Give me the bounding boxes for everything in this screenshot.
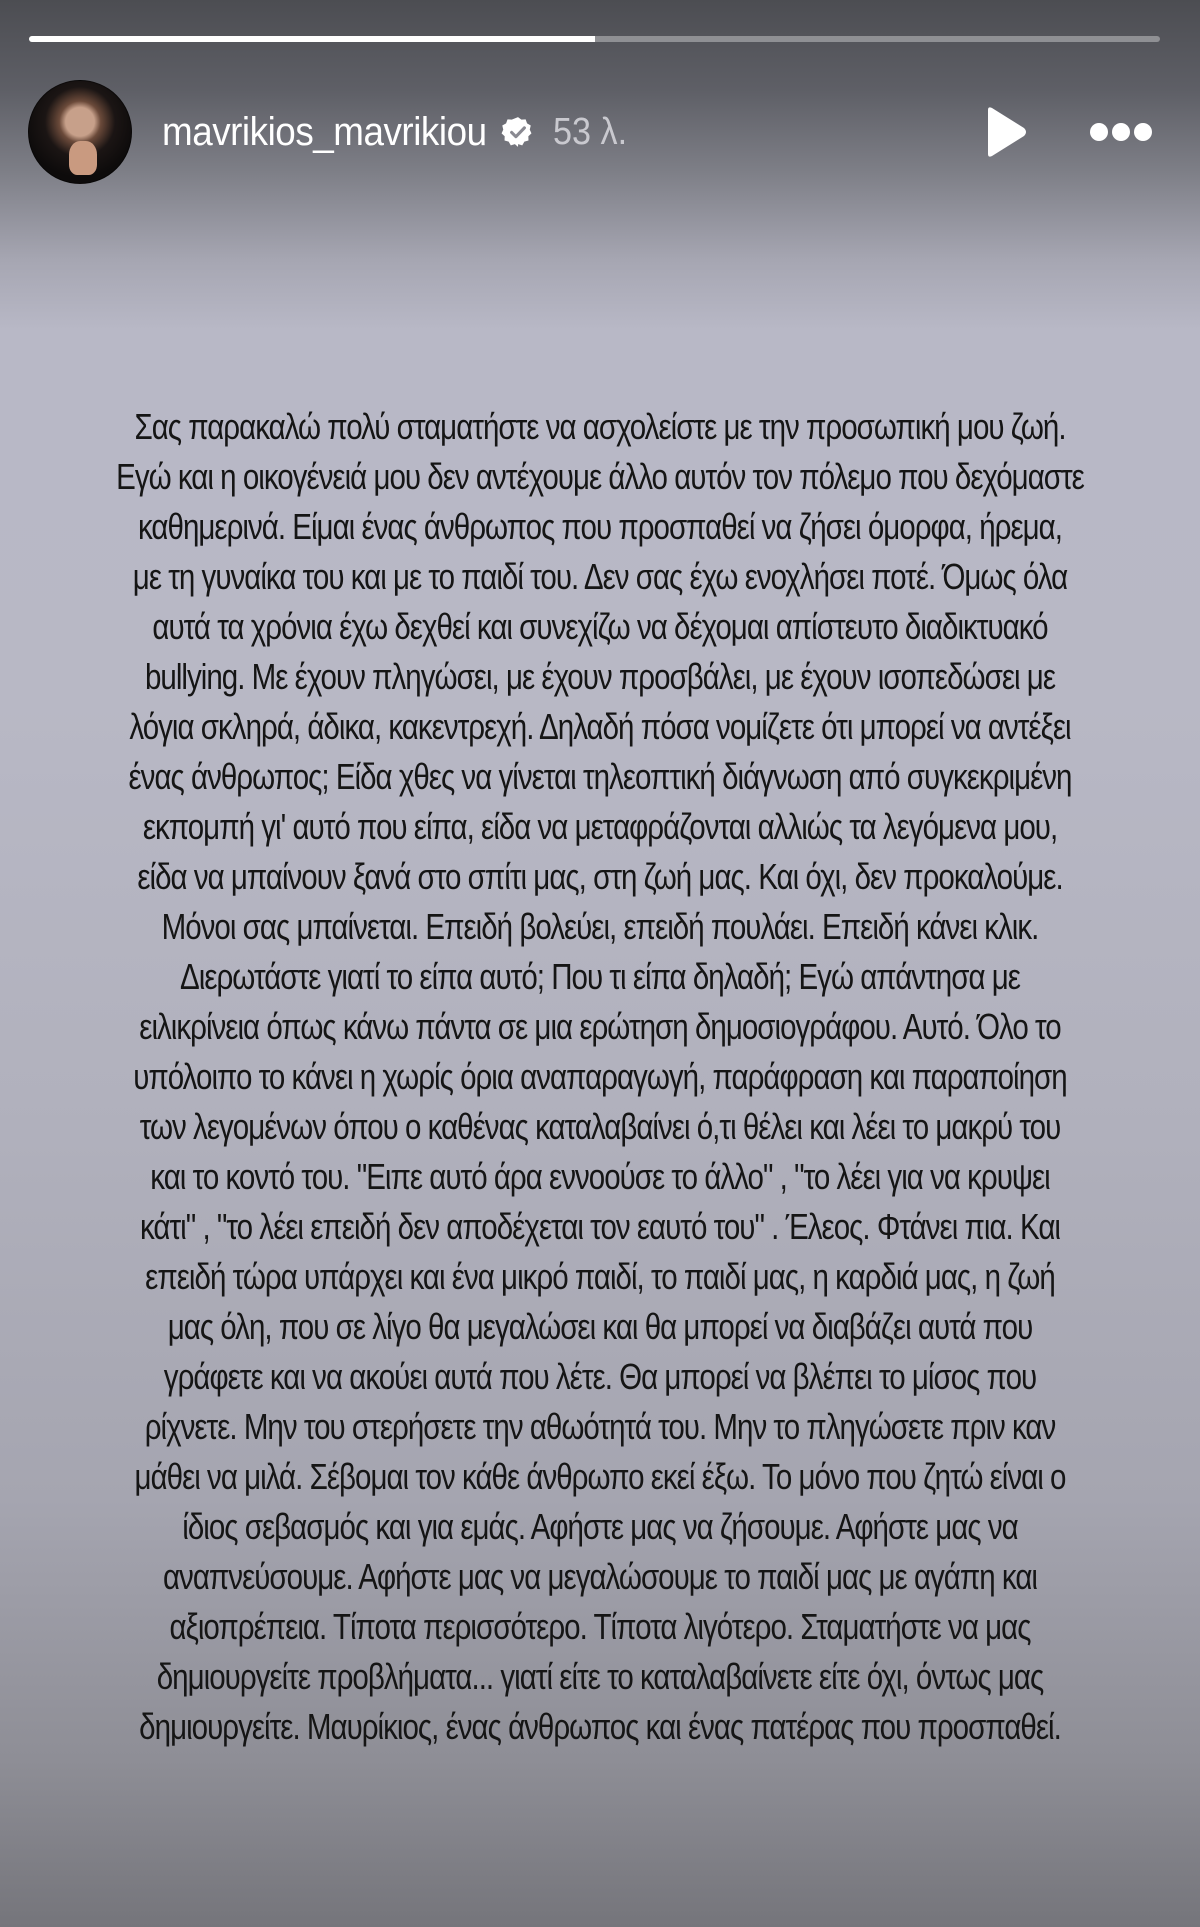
story-text-line: ένας άνθρωπος; Είδα χθες να γίνεται τηλεοπτική διάγνωση από συγκεκριμένη [128, 756, 1072, 797]
story-text-line: ρίχνετε. Μην του στερήσετε την αθωότητά του. Μην το πληγώσετε πριν καν [144, 1406, 1056, 1447]
verified-badge-icon [501, 115, 535, 149]
story-text-line: είδα να μπαίνουν ξανά στο σπίτι μας, στη ζωή μας. Και όχι, δεν προκαλούμε. [137, 856, 1063, 897]
story-text-line: εκπομπή γι' αυτό που είπα, είδα να μεταφράζονται αλλιώς τα λεγόμενα μου, [142, 806, 1058, 847]
story-text-line: μάθει να μιλά. Σέβομαι τον κάθε άνθρωπο εκεί έξω. Το μόνο που ζητώ είναι ο [134, 1456, 1066, 1497]
story-text-line: bullying. Με έχουν πληγώσει, με έχουν προσβάλει, με έχουν ισοπεδώσει με [144, 656, 1055, 697]
story-text-line: ειλικρίνεια όπως κάνω πάντα σε μια ερώτηση δημοσιογράφου. Αυτό. Όλο το [139, 1006, 1061, 1047]
story-progress-bar [29, 36, 1160, 42]
avatar-photo-detail [69, 141, 97, 175]
story-text-line: των λεγομένων όπου ο καθένας καταλαβαίνει ό,τι θέλει και λέει το μακρύ του [139, 1106, 1061, 1147]
avatar[interactable] [28, 80, 132, 184]
story-text-line: Σας παρακαλώ πολύ σταματήστε να ασχολείστε με την προσωπική μου ζωή. [134, 406, 1066, 447]
story-text-line: καθημερινά. Είμαι ένας άνθρωπος που προσπαθεί να ζήσει όμορφα, ήρεμα, [138, 506, 1062, 547]
story-text-line: κάτι" , "το λέει επειδή δεν αποδέχεται τον εαυτό του" . Έλεος. Φτάνει πια. Και [140, 1206, 1060, 1247]
story-text-line: λόγια σκληρά, άδικα, κακεντρεχή. Δηλαδή πόσα νομίζετε ότι μπορεί να αντέξει [129, 706, 1071, 747]
username-link[interactable]: mavrikios_mavrikiou [162, 109, 487, 154]
story-progress-fill [29, 36, 595, 42]
story-text-line: επειδή τώρα υπάρχει και ένα μικρό παιδί, το παιδί μας, η καρδιά μας, η ζωή [145, 1256, 1055, 1297]
story-text-line: Εγώ και η οικογένειά μου δεν αντέχουμε άλλο αυτόν τον πόλεμο που δεχόμαστε [116, 456, 1084, 497]
play-icon[interactable] [982, 104, 1030, 160]
story-text-line: αναπνεύσουμε. Αφήστε μας να μεγαλώσουμε το παιδί μας με αγάπη και [162, 1556, 1038, 1597]
more-dot-icon [1090, 123, 1108, 141]
story-text-line: αυτά τα χρόνια έχω δεχθεί και συνεχίζω να δέχομαι απίστευτο διαδικτυακό [152, 606, 1048, 647]
story-header [28, 82, 1160, 182]
story-text-line: υπόλοιπο το κάνει η χωρίς όρια αναπαραγωγή, παράφραση και παραποίηση [133, 1056, 1067, 1097]
story-text-line: γράφετε και να ακούει αυτά που λέτε. Θα μπορεί να βλέπει το μίσος που [163, 1356, 1037, 1397]
story-text-line: μας όλη, που σε λίγο θα μεγαλώσει και θα μπορεί να διαβάζει αυτά που [167, 1306, 1033, 1347]
more-dot-icon [1134, 123, 1152, 141]
post-time: 53 λ. [552, 110, 627, 153]
more-options-button[interactable] [1090, 120, 1160, 144]
story-text-block [0, 402, 1200, 1752]
story-text-line: με τη γυναίκα του και με το παιδί του. Δεν σας έχω ενοχλήσει ποτέ. Όμως όλα [132, 556, 1068, 597]
story-text-line: ίδιος σεβασμός και για εμάς. Αφήστε μας να ζήσουμε. Αφήστε μας να [182, 1506, 1018, 1547]
story-text-line: και το κοντό του. "Ειπε αυτό άρα εννοούσε το άλλο" , "το λέει για να κρυψει [150, 1156, 1050, 1197]
story-text-line: Διερωτάστε γιατί το είπα αυτό; Που τι είπα δηλαδή; Εγώ απάντησα με [180, 956, 1020, 997]
story-text-line: δημιουργείτε προβλήματα... γιατί είτε το καταλαβαίνετε είτε όχι, όντως μας [156, 1656, 1044, 1697]
story-text-line: δημιουργείτε. Μαυρίκιος, ένας άνθρωπος και ένας πατέρας που προσπαθεί. [139, 1706, 1061, 1747]
story-text-line: αξιοπρέπεια. Τίποτα περισσότερο. Τίποτα λιγότερο. Σταματήστε να μας [169, 1606, 1031, 1647]
story-text-line: Μόνοι σας μπαίνεται. Επειδή βολεύει, επειδή πουλάει. Επειδή κάνει κλικ. [161, 906, 1039, 947]
more-dot-icon [1112, 123, 1130, 141]
